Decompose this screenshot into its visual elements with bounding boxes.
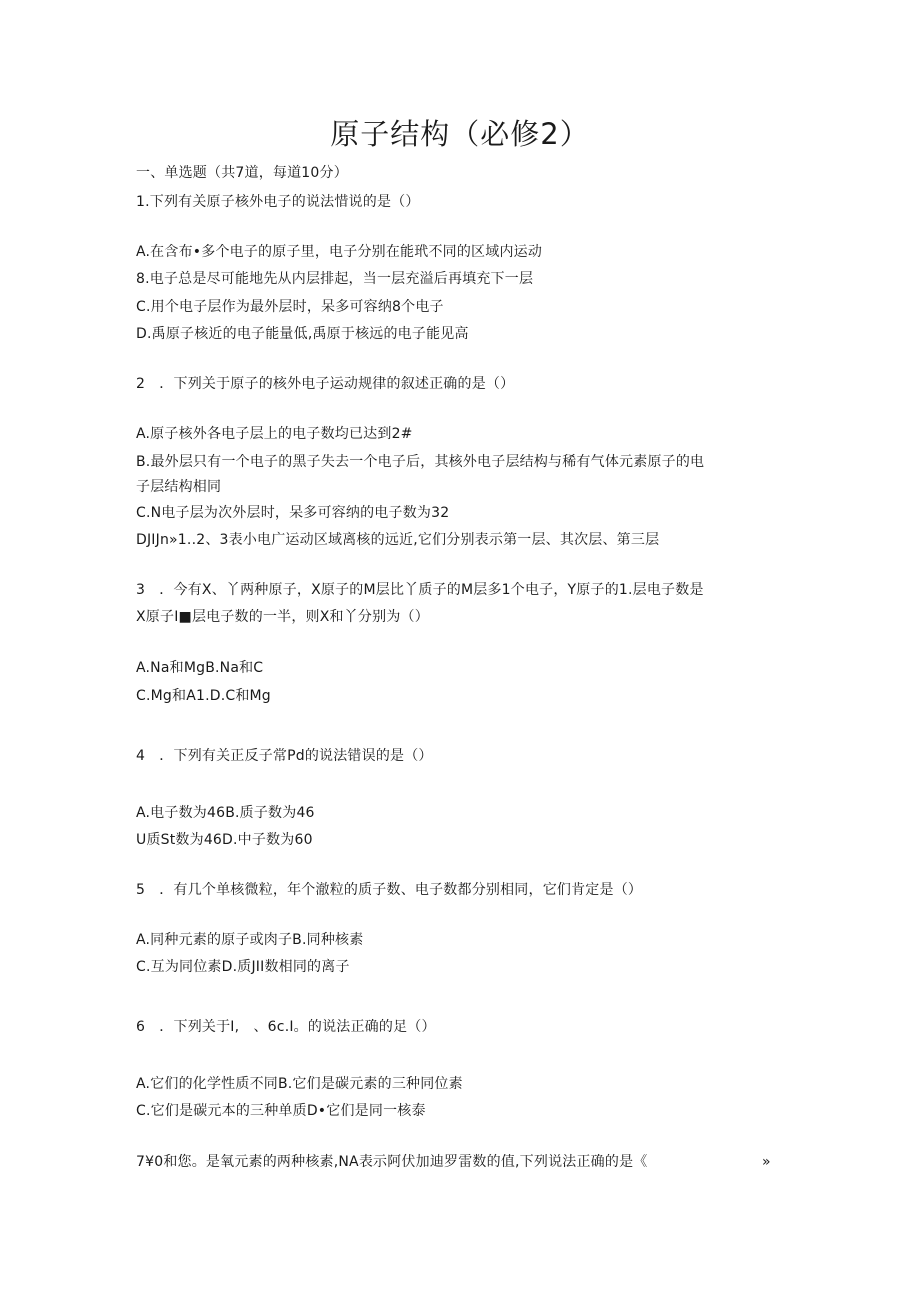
- question-4-stem: 4 ．下列有关正反子常Pd的说法错误的是（）: [136, 748, 433, 764]
- question-6-options-cd: C.它们是碳元本的三种单质D•它们是同一核泰: [136, 1103, 426, 1119]
- question-2-option-b-cont: 子层结构相同: [136, 479, 222, 495]
- question-3-options-cd: C.Mg和A1.D.C和Mg: [136, 688, 271, 704]
- question-2-option-d: DJIJn»1..2、3表小电广运动区域离核的远近,它们分别表示第一层、其次层、第三层: [136, 532, 660, 548]
- question-5-options-ab: A.同种元素的原子或肉子B.同种核素: [136, 932, 364, 948]
- question-7-end-mark: »: [762, 1154, 771, 1170]
- question-1-stem: 1.下列有关原子核外电子的说法惜说的是（）: [136, 194, 420, 210]
- question-3-options-ab: A.Na和MgB.Na和C: [136, 660, 264, 676]
- question-1-option-d: D.禹原子核近的电子能量低,禹原于核远的电子能见高: [136, 326, 469, 342]
- question-1-option-c: C.用个电子层作为最外层时，呆多可容纳8个电子: [136, 299, 444, 315]
- question-7-stem: 7¥0和您。是氧元素的两种核素,NA表示阿伏加迪罗雷数的值,下列说法正确的是《: [136, 1154, 648, 1170]
- question-1-option-b: 8.电子总是尽可能地先从内层排起，当一层充溢后再填充下一层: [136, 271, 534, 287]
- question-3-stem-line-2: X原子I■层电子数的一半，则X和丫分别为（）: [136, 609, 429, 625]
- page-title: 原子结构（必修2）: [330, 117, 590, 151]
- question-1-option-a: A.在含布•多个电子的原子里，电子分别在能玳不同的区域内运动: [136, 244, 543, 260]
- question-3-stem-line-1: 3 ．今有X、丫两种原子，X原子的M层比丫质子的M层多1个电子，Y原子的1.层电子数是: [136, 582, 704, 598]
- question-6-options-ab: A.它们的化学性质不同B.它们是碳元素的三种同位素: [136, 1076, 463, 1092]
- question-2-stem: 2 ．下列关于原子的核外电子运动规律的叙述正确的是（）: [136, 376, 515, 392]
- question-5-options-cd: C.互为同位素D.质JII数相同的离子: [136, 959, 350, 975]
- question-2-option-c: C.N电子层为次外层时，呆多可容纳的电子数为32: [136, 505, 450, 521]
- question-4-options-ab: A.电子数为46B.质子数为46: [136, 805, 315, 821]
- question-5-stem: 5 ．有几个单核微粒，年个澈粒的质子数、电子数都分别相同，它们肯定是（）: [136, 882, 643, 898]
- question-4-options-cd: U质St数为46D.中子数为60: [136, 832, 313, 848]
- question-2-option-b: B.最外层只有一个电子的黑子失去一个电子后，其核外电子层结构与稀有气体元素原子的电: [136, 454, 705, 470]
- question-6-stem: 6 ．下列关于I, 、6c.I。的说法正确的足（）: [136, 1019, 436, 1035]
- question-2-option-a: A.原子核外各电子层上的电子数均已达到2#: [136, 426, 413, 442]
- section-heading: 一、单选题（共7道，每道10分）: [136, 165, 348, 181]
